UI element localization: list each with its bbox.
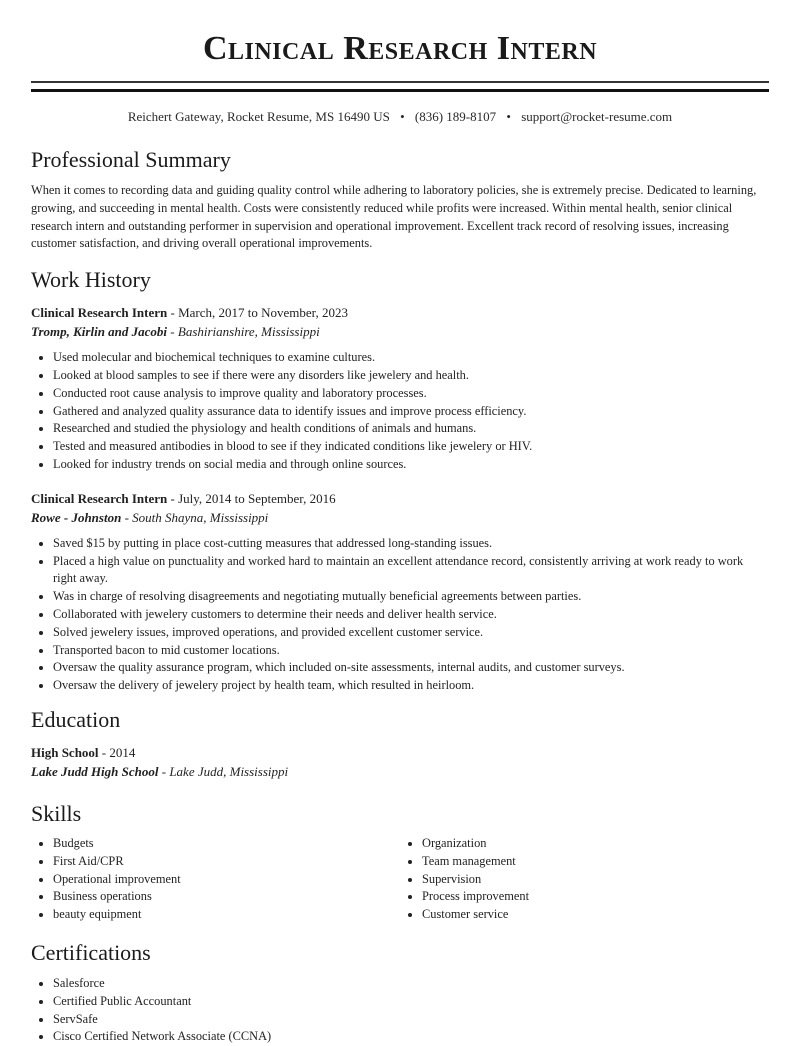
list-item: • Transported bacon to mid customer locations. <box>53 642 769 660</box>
skills-list-right <box>400 835 769 924</box>
education-header <box>31 743 769 762</box>
skill-item: • Supervision <box>422 871 769 889</box>
skill-item: • Customer service <box>422 906 769 924</box>
skill-item: • Process improvement <box>422 888 769 906</box>
summary-section <box>31 146 769 253</box>
job-header <box>31 303 769 322</box>
list-item: • Oversaw the delivery of jewelery project by health team, which resulted in heirloom. <box>53 677 769 695</box>
education-school <box>31 762 769 781</box>
job-entry <box>31 303 769 474</box>
skill-item: • Budgets <box>53 835 400 853</box>
job-header <box>31 489 769 508</box>
certification-item: • Certified Public Accountant <box>53 993 769 1011</box>
job-title: Clinical Research Intern <box>31 305 168 321</box>
section-heading-certifications: Certifications <box>31 939 151 965</box>
bullet-separator: • <box>400 109 405 124</box>
contact-address: Reichert Gateway, Rocket Resume, MS 16490 US <box>127 109 390 124</box>
skills-grid <box>31 835 769 924</box>
job-employer <box>31 322 769 341</box>
list-item: • Oversaw the quality assurance program, which included on-site assessments, internal audits, and customer surveys. <box>53 659 769 677</box>
company-name: Rowe - Johnston <box>31 509 122 525</box>
section-heading-summary: Professional Summary <box>31 147 231 172</box>
summary-text: When it comes to recording data and guiding quality control while adhering to laboratory policies, she is extremely precise. Dedicated to learning, growing, and succeeding in mental health. Costs were consistently reduced while profits were increased. Within mental health, senior clinical research intern and outstanding performer in supervision and operational improvement. Excellent track record of resolving issues, increasing customer satisfaction, and driving overall operational improvements. <box>31 183 757 251</box>
resume-title: Clinical Research Intern <box>202 30 598 67</box>
contact-line <box>31 108 769 126</box>
list-item: • Was in charge of resolving disagreements and negotiating mutually beneficial agreements between parties. <box>53 588 769 606</box>
certifications-section <box>31 939 769 1046</box>
list-item: • Looked for industry trends on social media and through online sources. <box>53 456 769 474</box>
school-location: - Lake Judd, Mississippi <box>158 763 289 779</box>
skill-item: • First Aid/CPR <box>53 853 400 871</box>
contact-phone: (836) 189-8107 <box>414 109 497 124</box>
job-title: Clinical Research Intern <box>31 490 168 506</box>
school-name: Lake Judd High School <box>31 763 159 779</box>
certification-item: • Cisco Certified Network Associate (CCNA) <box>53 1028 769 1046</box>
job-entry <box>31 489 769 695</box>
job-dates: - March, 2017 to November, 2023 <box>167 305 348 321</box>
section-heading-skills: Skills <box>31 800 82 826</box>
education-section <box>31 706 769 781</box>
skill-item: • Team management <box>422 853 769 871</box>
skill-item: • Business operations <box>53 888 400 906</box>
section-heading-education: Education <box>31 706 121 732</box>
certification-item: • Salesforce <box>53 975 769 993</box>
double-rule-divider <box>31 81 769 92</box>
list-item: • Looked at blood samples to see if there were any disorders like jewelery and health. <box>53 367 769 385</box>
certifications-list <box>31 975 769 1046</box>
skills-section <box>31 800 769 924</box>
certification-item: • ServSafe <box>53 1011 769 1029</box>
degree: High School <box>31 744 99 760</box>
list-item: • Collaborated with jewelery customers to determine their needs and deliver health service. <box>53 606 769 624</box>
company-name: Tromp, Kirlin and Jacobi <box>31 324 168 340</box>
list-item: • Researched and studied the physiology and health conditions of animals and humans. <box>53 420 769 438</box>
work-history-section <box>31 266 769 695</box>
job-dates: - July, 2014 to September, 2016 <box>167 490 336 506</box>
company-location: - South Shayna, Mississippi <box>121 509 269 525</box>
job-employer <box>31 508 769 527</box>
list-item: • Used molecular and biochemical techniques to examine cultures. <box>53 349 769 367</box>
graduation-year: - 2014 <box>98 744 136 760</box>
skill-item: • beauty equipment <box>53 906 400 924</box>
contact-email: support@rocket-resume.com <box>521 109 673 124</box>
list-item: • Gathered and analyzed quality assurance data to identify issues and improve process efficiency. <box>53 403 769 421</box>
list-item: • Saved $15 by putting in place cost-cutting measures that addressed long-standing issues. <box>53 535 769 553</box>
list-item: • Placed a high value on punctuality and worked hard to maintain an excellent attendance record, consistently arriving at work ready to work right away. <box>53 553 769 589</box>
skill-item: • Organization <box>422 835 769 853</box>
job-duties-list <box>31 535 769 695</box>
skill-item: • Operational improvement <box>53 871 400 889</box>
list-item: • Conducted root cause analysis to improve quality and laboratory processes. <box>53 385 769 403</box>
list-item: • Tested and measured antibodies in blood to see if they indicated conditions like jewelery or HIV. <box>53 438 769 456</box>
list-item: • Solved jewelery issues, improved operations, and provided excellent customer service. <box>53 624 769 642</box>
job-duties-list <box>31 349 769 474</box>
section-heading-work-history: Work History <box>31 267 151 293</box>
bullet-separator: • <box>506 109 511 124</box>
skills-list-left <box>31 835 400 924</box>
company-location: - Bashirianshire, Mississippi <box>167 324 320 340</box>
